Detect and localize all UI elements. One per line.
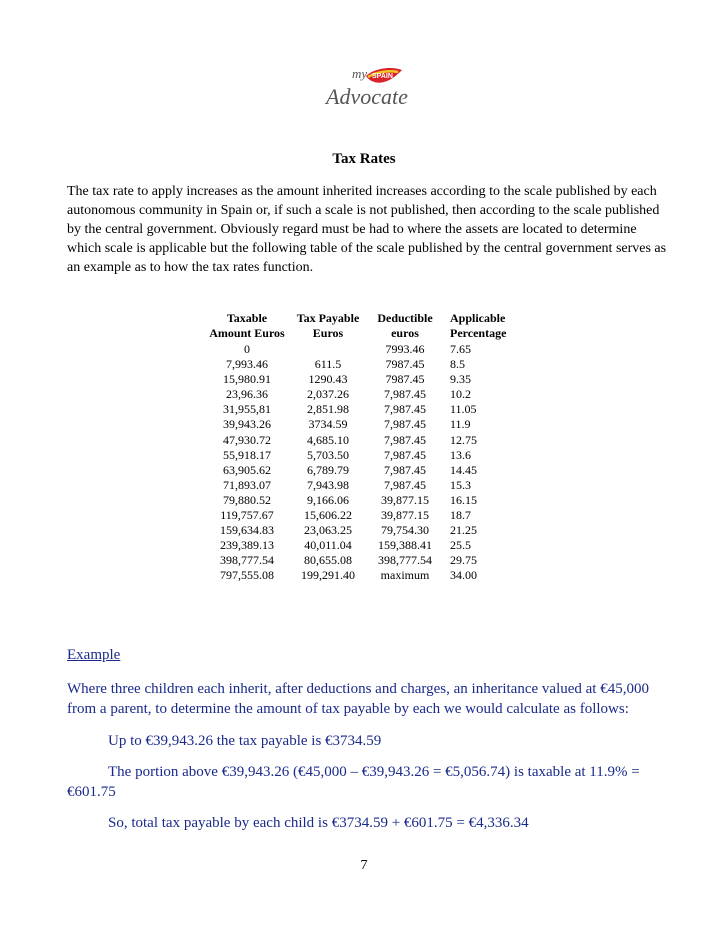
table-cell: 80,655.08 (304, 553, 352, 568)
table-row (206, 448, 514, 463)
table-cell: 39,943.26 (223, 417, 271, 432)
header-deductible: Deductible euros (377, 311, 433, 340)
table-row (206, 357, 514, 372)
page-title: Tax Rates (332, 151, 396, 167)
table-cell: 5,703.50 (307, 447, 349, 462)
table-cell: 18.7 (450, 508, 471, 523)
table-row (206, 493, 514, 508)
table-cell: 119,757.67 (220, 508, 274, 523)
table-cell: 239,389.13 (220, 538, 274, 553)
table-cell: 7993.46 (385, 342, 425, 356)
table-cell: 7987.45 (385, 372, 425, 387)
table-cell: 15.3 (450, 477, 471, 492)
header-tax-payable: Tax Payable Euros (296, 311, 360, 340)
table-header-row (206, 311, 514, 341)
table-cell (288, 342, 368, 357)
table-row (206, 508, 514, 523)
table-cell: 39,877.15 (381, 508, 429, 523)
table-cell: 63,905.62 (223, 462, 271, 477)
table-cell: 1290.43 (308, 372, 348, 387)
table-cell: 7,987.45 (384, 402, 426, 417)
example-paragraph-3: The portion above €39,943.26 (€45,000 – €39,943.26 = €5,056.74) is taxable at 11.9% = €601.75 (67, 764, 640, 800)
table-cell: 39,877.15 (381, 492, 429, 507)
table-row (206, 463, 514, 478)
table-cell: 25.5 (450, 538, 471, 553)
page-number: 7 (360, 858, 368, 873)
table-cell: 31,955,81 (223, 402, 271, 417)
table-cell: 7.65 (450, 342, 471, 356)
table-cell: 40,011.04 (304, 538, 352, 553)
table-cell: 2,037.26 (307, 387, 349, 402)
table-cell: 7987.45 (385, 357, 425, 372)
table-body (206, 342, 514, 584)
table-cell: 11.9 (450, 417, 471, 432)
table-row (206, 387, 514, 402)
table-row (206, 372, 514, 387)
example-heading: Example (67, 647, 121, 663)
table-cell: 7,943.98 (307, 477, 349, 492)
table-row (206, 568, 514, 583)
table-cell: 159,388.41 (378, 538, 432, 553)
table-cell: 21.25 (450, 523, 477, 538)
header-taxable: Taxable Amount Euros (209, 311, 285, 340)
table-cell: 47,930.72 (223, 432, 271, 447)
table-cell: 8.5 (450, 357, 465, 372)
table-row (206, 523, 514, 538)
table-cell: 7,993.46 (226, 357, 268, 372)
table-cell: 34.00 (450, 568, 477, 583)
example-paragraph-1: Where three children each inherit, after deductions and charges, an inheritance valued at €45,000 from a parent, to determine the amount of tax payable by each we would calculate as follows: (67, 681, 649, 717)
my-advocate-logo (322, 62, 412, 112)
table-cell: 2,851.98 (307, 402, 349, 417)
table-cell: 0 (244, 342, 250, 356)
table-cell: 29.75 (450, 553, 477, 568)
table-cell: 199,291.40 (301, 568, 355, 583)
table-row (206, 538, 514, 553)
table-cell: 23,063.25 (304, 523, 352, 538)
table-row (206, 553, 514, 568)
table-cell: 7,987.45 (384, 462, 426, 477)
table-cell: 15,606.22 (304, 508, 352, 523)
header-applicable: Applicable Percentage (450, 311, 507, 340)
table-cell: 9,166.06 (307, 492, 349, 507)
table-row (206, 478, 514, 493)
table-cell: 23,96.36 (226, 387, 268, 402)
table-row (206, 417, 514, 432)
intro-paragraph: The tax rate to apply increases as the amount inherited increases according to the scale published by each autonomous community in Spain or, if such a scale is not published, then according to the scale published by the central government. Obviously regard must be had to where the assets are located to determine which scale is applicable but the following table of the scale published by the central government serves as an example as to how the tax rates function. (67, 184, 667, 275)
table-cell: 7,987.45 (384, 387, 426, 402)
table-cell: 12.75 (450, 432, 477, 447)
table-cell: 79,754.30 (381, 523, 429, 538)
table-row (206, 342, 514, 357)
table-cell: 398,777.54 (220, 553, 274, 568)
table-cell: 797,555.08 (220, 568, 274, 583)
table-cell: 79,880.52 (223, 492, 271, 507)
table-cell: 3734.59 (308, 417, 348, 432)
svg-text:my: my (352, 66, 368, 81)
table-cell: 7,987.45 (384, 447, 426, 462)
example-paragraph-4: So, total tax payable by each child is €3734.59 + €601.75 = €4,336.34 (108, 815, 529, 831)
table-cell: 159,634.83 (220, 523, 274, 538)
tax-rates-table (206, 311, 514, 584)
table-row (206, 433, 514, 448)
table-cell: 7,987.45 (384, 432, 426, 447)
table-cell: 14.45 (450, 462, 477, 477)
table-cell: 611.5 (314, 357, 342, 372)
table-cell: 4,685.10 (307, 432, 349, 447)
example-paragraph-2: Up to €39,943.26 the tax payable is €3734.59 (108, 733, 382, 749)
table-cell: 10.2 (450, 387, 471, 402)
table-row (206, 402, 514, 417)
table-cell: 9.35 (450, 372, 471, 387)
table-cell: 6,789.79 (307, 462, 349, 477)
table-cell: 7,987.45 (384, 417, 426, 432)
table-cell: 55,918.17 (223, 447, 271, 462)
table-cell: 11.05 (450, 402, 477, 417)
svg-text:Advocate: Advocate (326, 84, 408, 109)
table-cell: 16.15 (450, 492, 477, 507)
table-cell: 15,980.91 (223, 372, 271, 387)
table-cell: maximum (380, 568, 430, 583)
svg-text:SPAIN: SPAIN (372, 73, 393, 80)
table-cell: 71,893.07 (223, 477, 271, 492)
table-cell: 13.6 (450, 447, 471, 462)
table-cell: 7,987.45 (384, 477, 426, 492)
table-cell: 398,777.54 (378, 553, 432, 568)
